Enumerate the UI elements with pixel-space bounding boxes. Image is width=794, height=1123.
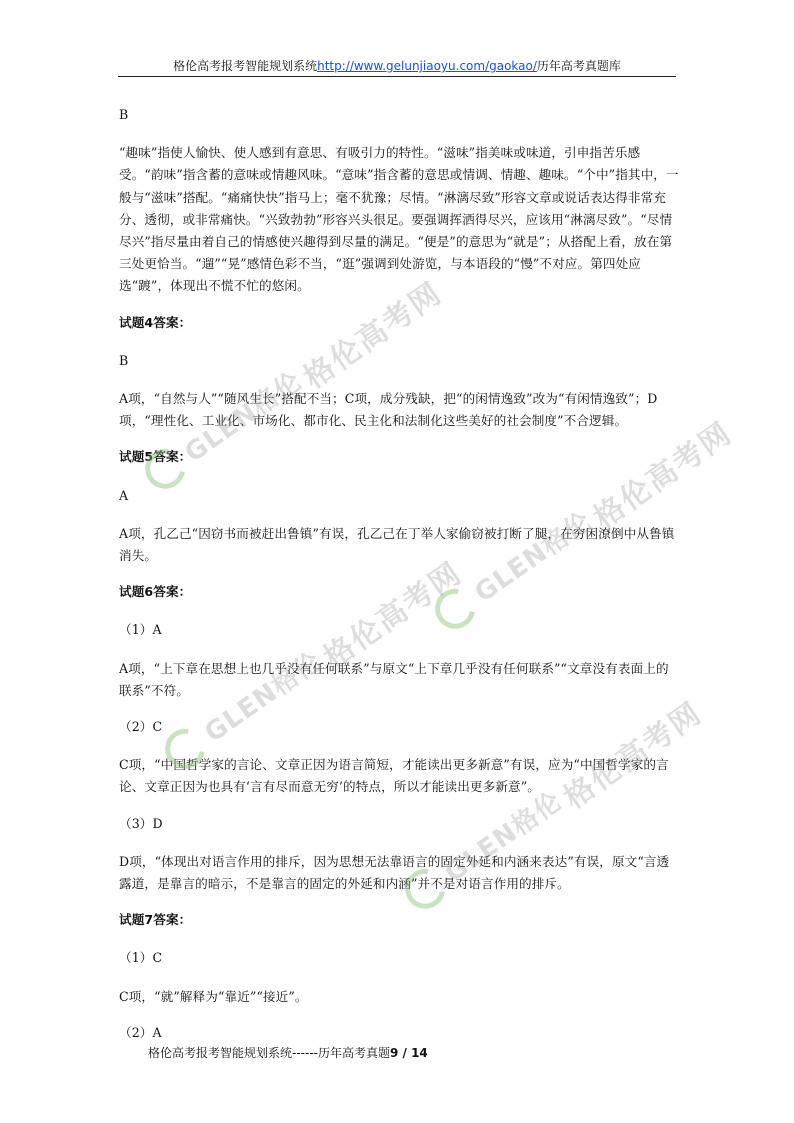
- explanation-paragraph: “趣味”指使人愉快、使人感到有意思、有吸引力的特性。“滋味”指美味或味道，引申指苦乐感受。“韵味”指含蓄的意味或情趣风味。“意味”指含蓄的意思或情调、情趣、趣味。“个中”指其中，一般与“滋味”搭配。“痛痛快快”指马上；毫不犹豫；尽情。“淋漓尽致”形容文章或说话表达得非常充分、透彻，或非常痛快。“兴致勃勃”形容兴头很足。要强调挥洒得尽兴，应该用“淋漓尽致”。“尽情尽兴”指尽量由着自己的情感使兴趣得到尽量的满足。“便是”的意思为“就是”；从搭配上看，放在第三处更恰当。“遛”“晃”感情色彩不当，“逛”强调到处游览，与本语段的“慢”不对应。第四处应选“踱”，体现出不慌不忙的悠闲。: [119, 145, 679, 294]
- page-footer: [148, 1044, 428, 1061]
- answer-choice: B: [119, 107, 129, 122]
- question-heading: 试题6答案：: [119, 584, 192, 600]
- answer-choice: （3）D: [119, 815, 163, 831]
- explanation-paragraph: A项，“上下章在思想上也几乎没有任何联系”与原文“上下章几乎没有任何联系”“文章没有表面上的联系”不符。: [119, 660, 669, 698]
- explanation-paragraph: A项，孔乙己“因窃书而被赶出鲁镇”有误，孔乙己在丁举人家偷窃被打断了腿，在穷困潦倒中从鲁镇消失。: [119, 525, 675, 564]
- header-link[interactable]: http://www.gelunjiaoyu.com/gaokao/: [317, 59, 537, 73]
- answer-choice: （1）A: [119, 622, 162, 638]
- answer-choice: （2）C: [119, 719, 163, 735]
- page-header: [118, 58, 676, 74]
- question-heading: 试题7答案：: [119, 912, 192, 928]
- question-heading: 试题5答案：: [119, 449, 192, 465]
- header-divider: [118, 76, 676, 77]
- page-number: 9 / 14: [389, 1046, 428, 1060]
- watermark: GLEN格伦 格伦高考网: [427, 405, 739, 644]
- watermark: GLEN格伦 格伦高考网: [397, 685, 709, 924]
- question-heading: 试题4答案：: [119, 314, 192, 330]
- watermark: GLEN格伦 格伦高考网: [157, 545, 469, 784]
- answer-choice: （2）A: [119, 1024, 162, 1040]
- explanation-paragraph: C项，“中国哲学家的言论、文章正因为语言简短，才能读出更多新意”有误，应为“中国哲学家的言论、文章正因为也具有‘言有尽而意无穷’的特点，所以才能读出更多新意”。: [119, 757, 669, 795]
- document-body: [119, 104, 679, 1060]
- explanation-paragraph: A项，“自然与人”“随风生长”搭配不当；C项，成分残缺，把“的闲情逸致”改为“有闲情逸致”；D项，“理性化、工业化、市场化、都市化、民主化和法制化这些美好的社会制度”不合逻辑。: [119, 391, 658, 429]
- explanation-paragraph: D项，“体现出对语言作用的排斥，因为思想无法靠语言的固定外延和内涵来表达”有误，原文“言透露道，是靠言的暗示，不是靠言的固定的外延和内涵”并不是对语言作用的排斥。: [119, 853, 670, 892]
- explanation-paragraph: C项，“就”解释为“靠近”“接近”。: [119, 988, 308, 1004]
- header-prefix: 格伦高考报考智能规划系统: [173, 59, 318, 73]
- footer-text: 格伦高考报考智能规划系统------历年高考真题: [148, 1046, 390, 1060]
- answer-choice: A: [119, 487, 129, 503]
- header-suffix: 历年高考真题库: [536, 59, 621, 73]
- answer-choice: B: [119, 352, 129, 368]
- watermark: GLEN格伦 格伦高考网: [137, 265, 449, 504]
- answer-choice: （1）C: [119, 950, 163, 966]
